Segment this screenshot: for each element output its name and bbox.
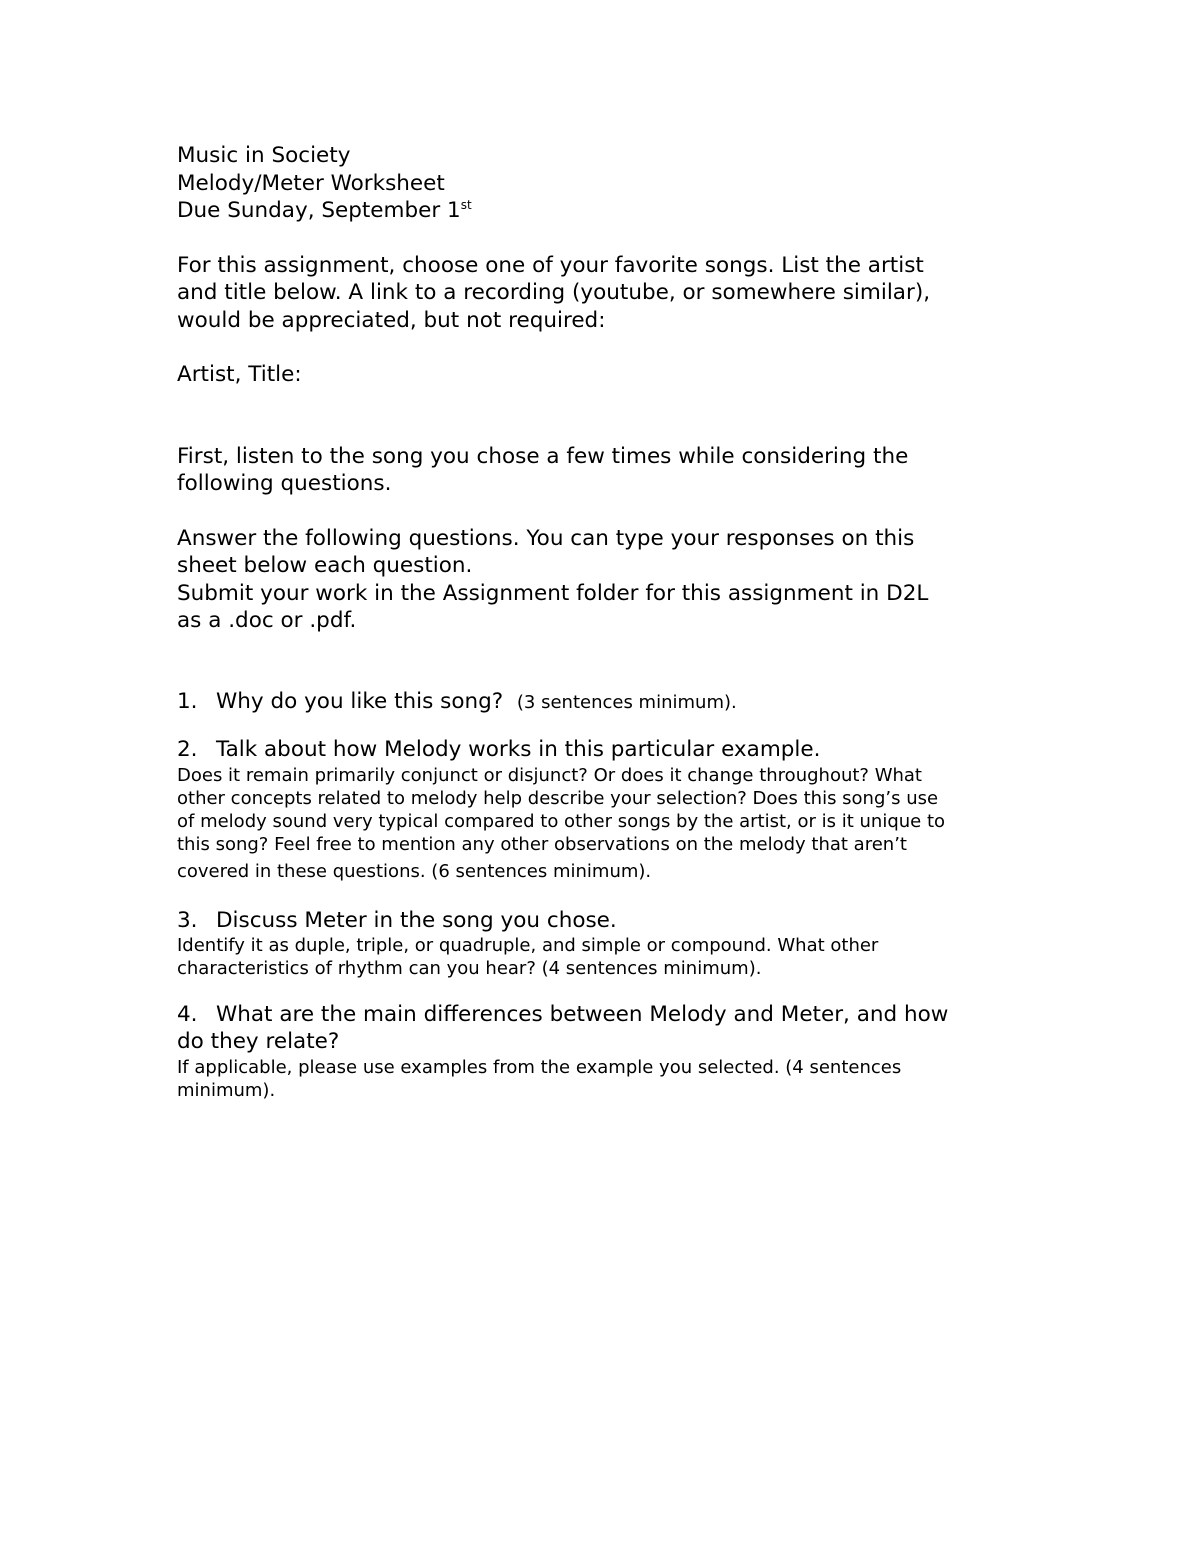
question-number: 2. xyxy=(177,737,198,762)
due-date-suffix: st xyxy=(460,197,472,212)
question-heading: Talk about how Melody works in this particular example. xyxy=(216,737,821,762)
instructions-line: Answer the following questions. You can type your responses on this xyxy=(177,525,915,551)
question-number: 4. xyxy=(177,1001,198,1027)
instructions-line: Submit your work in the Assignment folder for this assignment in D2L xyxy=(177,580,929,606)
intro-line: and title below. A link to a recording (youtube, or somewhere similar), xyxy=(177,280,931,305)
question-detail-line: minimum). xyxy=(177,1080,276,1102)
listen-line: following questions. xyxy=(177,471,392,496)
question-heading: Discuss Meter in the song you chose. xyxy=(216,907,617,933)
question-heading-continued: do they relate? xyxy=(177,1029,340,1055)
question-detail-line: this song? Feel free to mention any other observations on the melody that aren’t xyxy=(177,834,907,856)
question-detail-line: covered in these questions. (6 sentences minimum). xyxy=(177,860,652,882)
intro-line: would be appreciated, but not required: xyxy=(177,307,606,333)
due-date xyxy=(177,197,1037,225)
question-number: 1. xyxy=(177,688,198,714)
question-detail-line: of melody sound very typical compared to other songs by the artist, or is it unique to xyxy=(177,811,946,833)
question-3 xyxy=(177,907,1037,935)
question-detail-line: Does it remain primarily conjunct or disjunct? Or does it change throughout? What xyxy=(177,764,922,786)
document-body xyxy=(177,142,1037,1102)
listen-line: First, listen to the song you chose a few times while considering the xyxy=(177,443,909,469)
worksheet-title: Melody/Meter Worksheet xyxy=(177,170,445,196)
instructions-line: sheet below each question. xyxy=(177,553,473,578)
course-title: Music in Society xyxy=(177,143,351,168)
question-heading: Why do you like this song? xyxy=(216,688,504,714)
instructions-line: as a .doc or .pdf. xyxy=(177,608,357,633)
question-detail-line: other concepts related to melody help describe your selection? Does this song’s use xyxy=(177,787,939,809)
question-1 xyxy=(177,688,1037,717)
question-note: (3 sentences minimum). xyxy=(516,691,737,713)
question-detail-line: If applicable, please use examples from the example you selected. (4 sentences xyxy=(177,1056,902,1078)
question-4 xyxy=(177,1001,1037,1029)
question-detail-line: Identify it as duple, triple, or quadruple, and simple or compound. What other xyxy=(177,935,879,957)
question-number: 3. xyxy=(177,907,198,933)
artist-title-label: Artist, Title: xyxy=(177,362,302,387)
question-detail-line: characteristics of rhythm can you hear? (4 sentences minimum). xyxy=(177,958,762,980)
intro-line: For this assignment, choose one of your favorite songs. List the artist xyxy=(177,252,924,278)
question-2 xyxy=(177,736,1037,764)
question-heading: What are the main differences between Melody and Meter, and how xyxy=(216,1001,949,1027)
due-date-text: Due Sunday, September 1 xyxy=(177,198,461,223)
